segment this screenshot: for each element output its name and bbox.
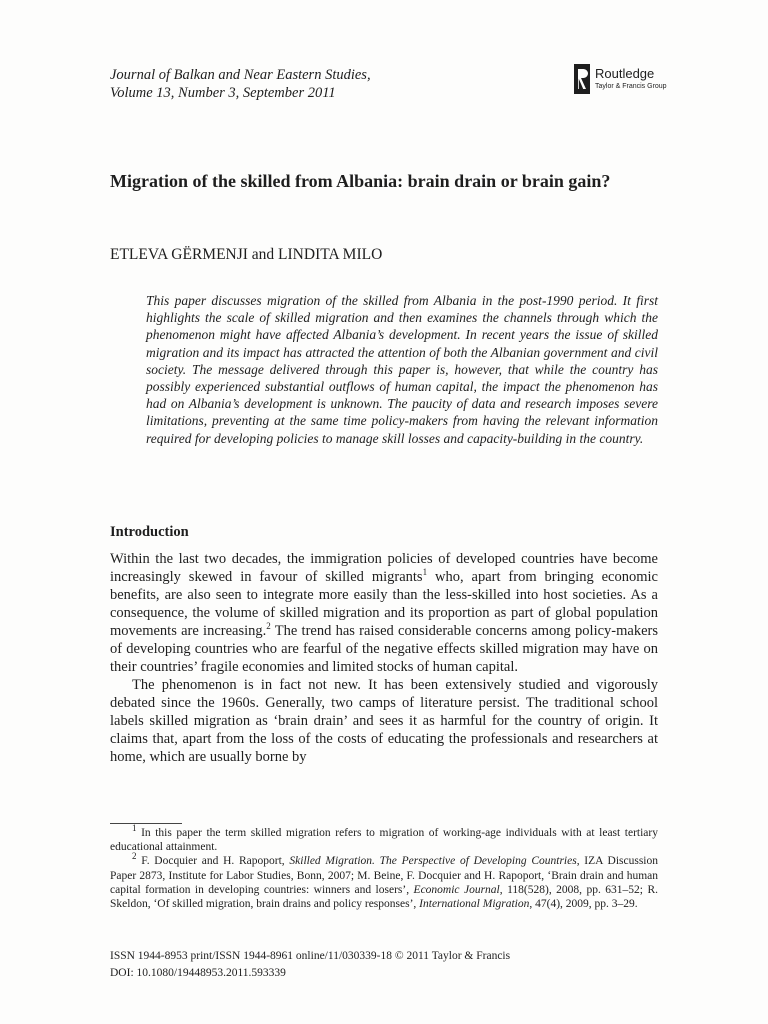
article-title: Migration of the skilled from Albania: brain drain or brain gain? xyxy=(110,171,611,191)
section-heading: Introduction xyxy=(110,524,189,540)
article-authors: ETLEVA GËRMENJI and LINDITA MILO xyxy=(110,246,383,263)
footnote: $^2$ F. Docquier and H. Rapoport, Skilled Migration. The Perspective of Developing Countries, IZA Discussion Paper 2873, Institute for Labor Studies, Bonn, 2007; M. Beine, F. Docquier and H. Rapoport, ‘Brain drain and human capital formation in developing countries: winners and losers’, Economic Journal, 118(528), 2008, pp. 631–52; R. Skeldon, ‘Of skilled migration, brain drains and policy responses’, International Migration, 47(4), 2009, pp. 3–29. xyxy=(110,851,659,911)
introduction-body xyxy=(110,550,658,766)
footnote-ref[interactable]: 1 xyxy=(422,567,428,578)
journal-citation xyxy=(110,66,470,102)
journal-line-2: Volume 13, Number 3, September 2011 xyxy=(110,85,336,101)
paragraph: The phenomenon is in fact not new. It has been extensively studied and vigorously debated since the 1960s. Generally, two camps of literature persist. The traditional school labels skilled migration as ‘brain drain’ and sees it as harmful for the country of origin. It claims that, apart from the loss of the costs of educating the professionals and researchers at home, which are usually borne by xyxy=(110,677,658,765)
publisher-name: Routledge xyxy=(595,66,655,81)
journal-line-1: Journal of Balkan and Near Eastern Studies, xyxy=(110,67,371,83)
paragraph: Within the last two decades, the immigration policies of developed countries have become increasingly skewed in favour of skilled migrants$^1$ who, apart from bringing economic benefits, are also seen to integrate more easily than the less-skilled into host societies. As a consequence, the volume of skilled migration and its proportion as part of global population movements are increasing.$^2$ The trend has raised considerable concerns among policy-makers of developing countries who are fearful of the negative effects skilled migration may have on their countries’ fragile economies and limited stocks of human capital. xyxy=(110,551,658,675)
footnote: $^1$ In this paper the term skilled migration refers to migration of working-age individuals with at least tertiary educational attainment. xyxy=(110,823,658,854)
doi-line[interactable]: DOI: 10.1080/19448953.2011.593339 xyxy=(110,967,286,979)
footnote-divider xyxy=(110,823,182,824)
routledge-r-icon xyxy=(574,64,590,94)
page-footer xyxy=(110,948,510,982)
footnote-ref[interactable]: 2 xyxy=(266,621,271,632)
footnotes xyxy=(110,823,659,911)
publisher-logo xyxy=(574,64,694,98)
issn-line: ISSN 1944-8953 print/ISSN 1944-8961 online/11/030339-18 © 2011 Taylor & Francis xyxy=(110,950,511,962)
publisher-group: Taylor & Francis Group xyxy=(595,83,667,90)
abstract: This paper discusses migration of the skilled from Albania in the post-1990 period. It first highlights the scale of skilled migration and then examines the channels through which the phenomenon might have affected Albania’s development. In recent years the issue of skilled migration and its impact has attracted the attention of both the Albanian government and civil society. The message delivered through this paper is, however, that while the country has possibly experienced substantial outflows of human capital, the impact the phenomenon has had on Albania’s development is unknown. The paucity of data and research imposes severe limitations, preventing at the same time policy-makers from having the relevant information required for developing policies to manage skill losses and capacity-building in the country. xyxy=(146,293,658,446)
